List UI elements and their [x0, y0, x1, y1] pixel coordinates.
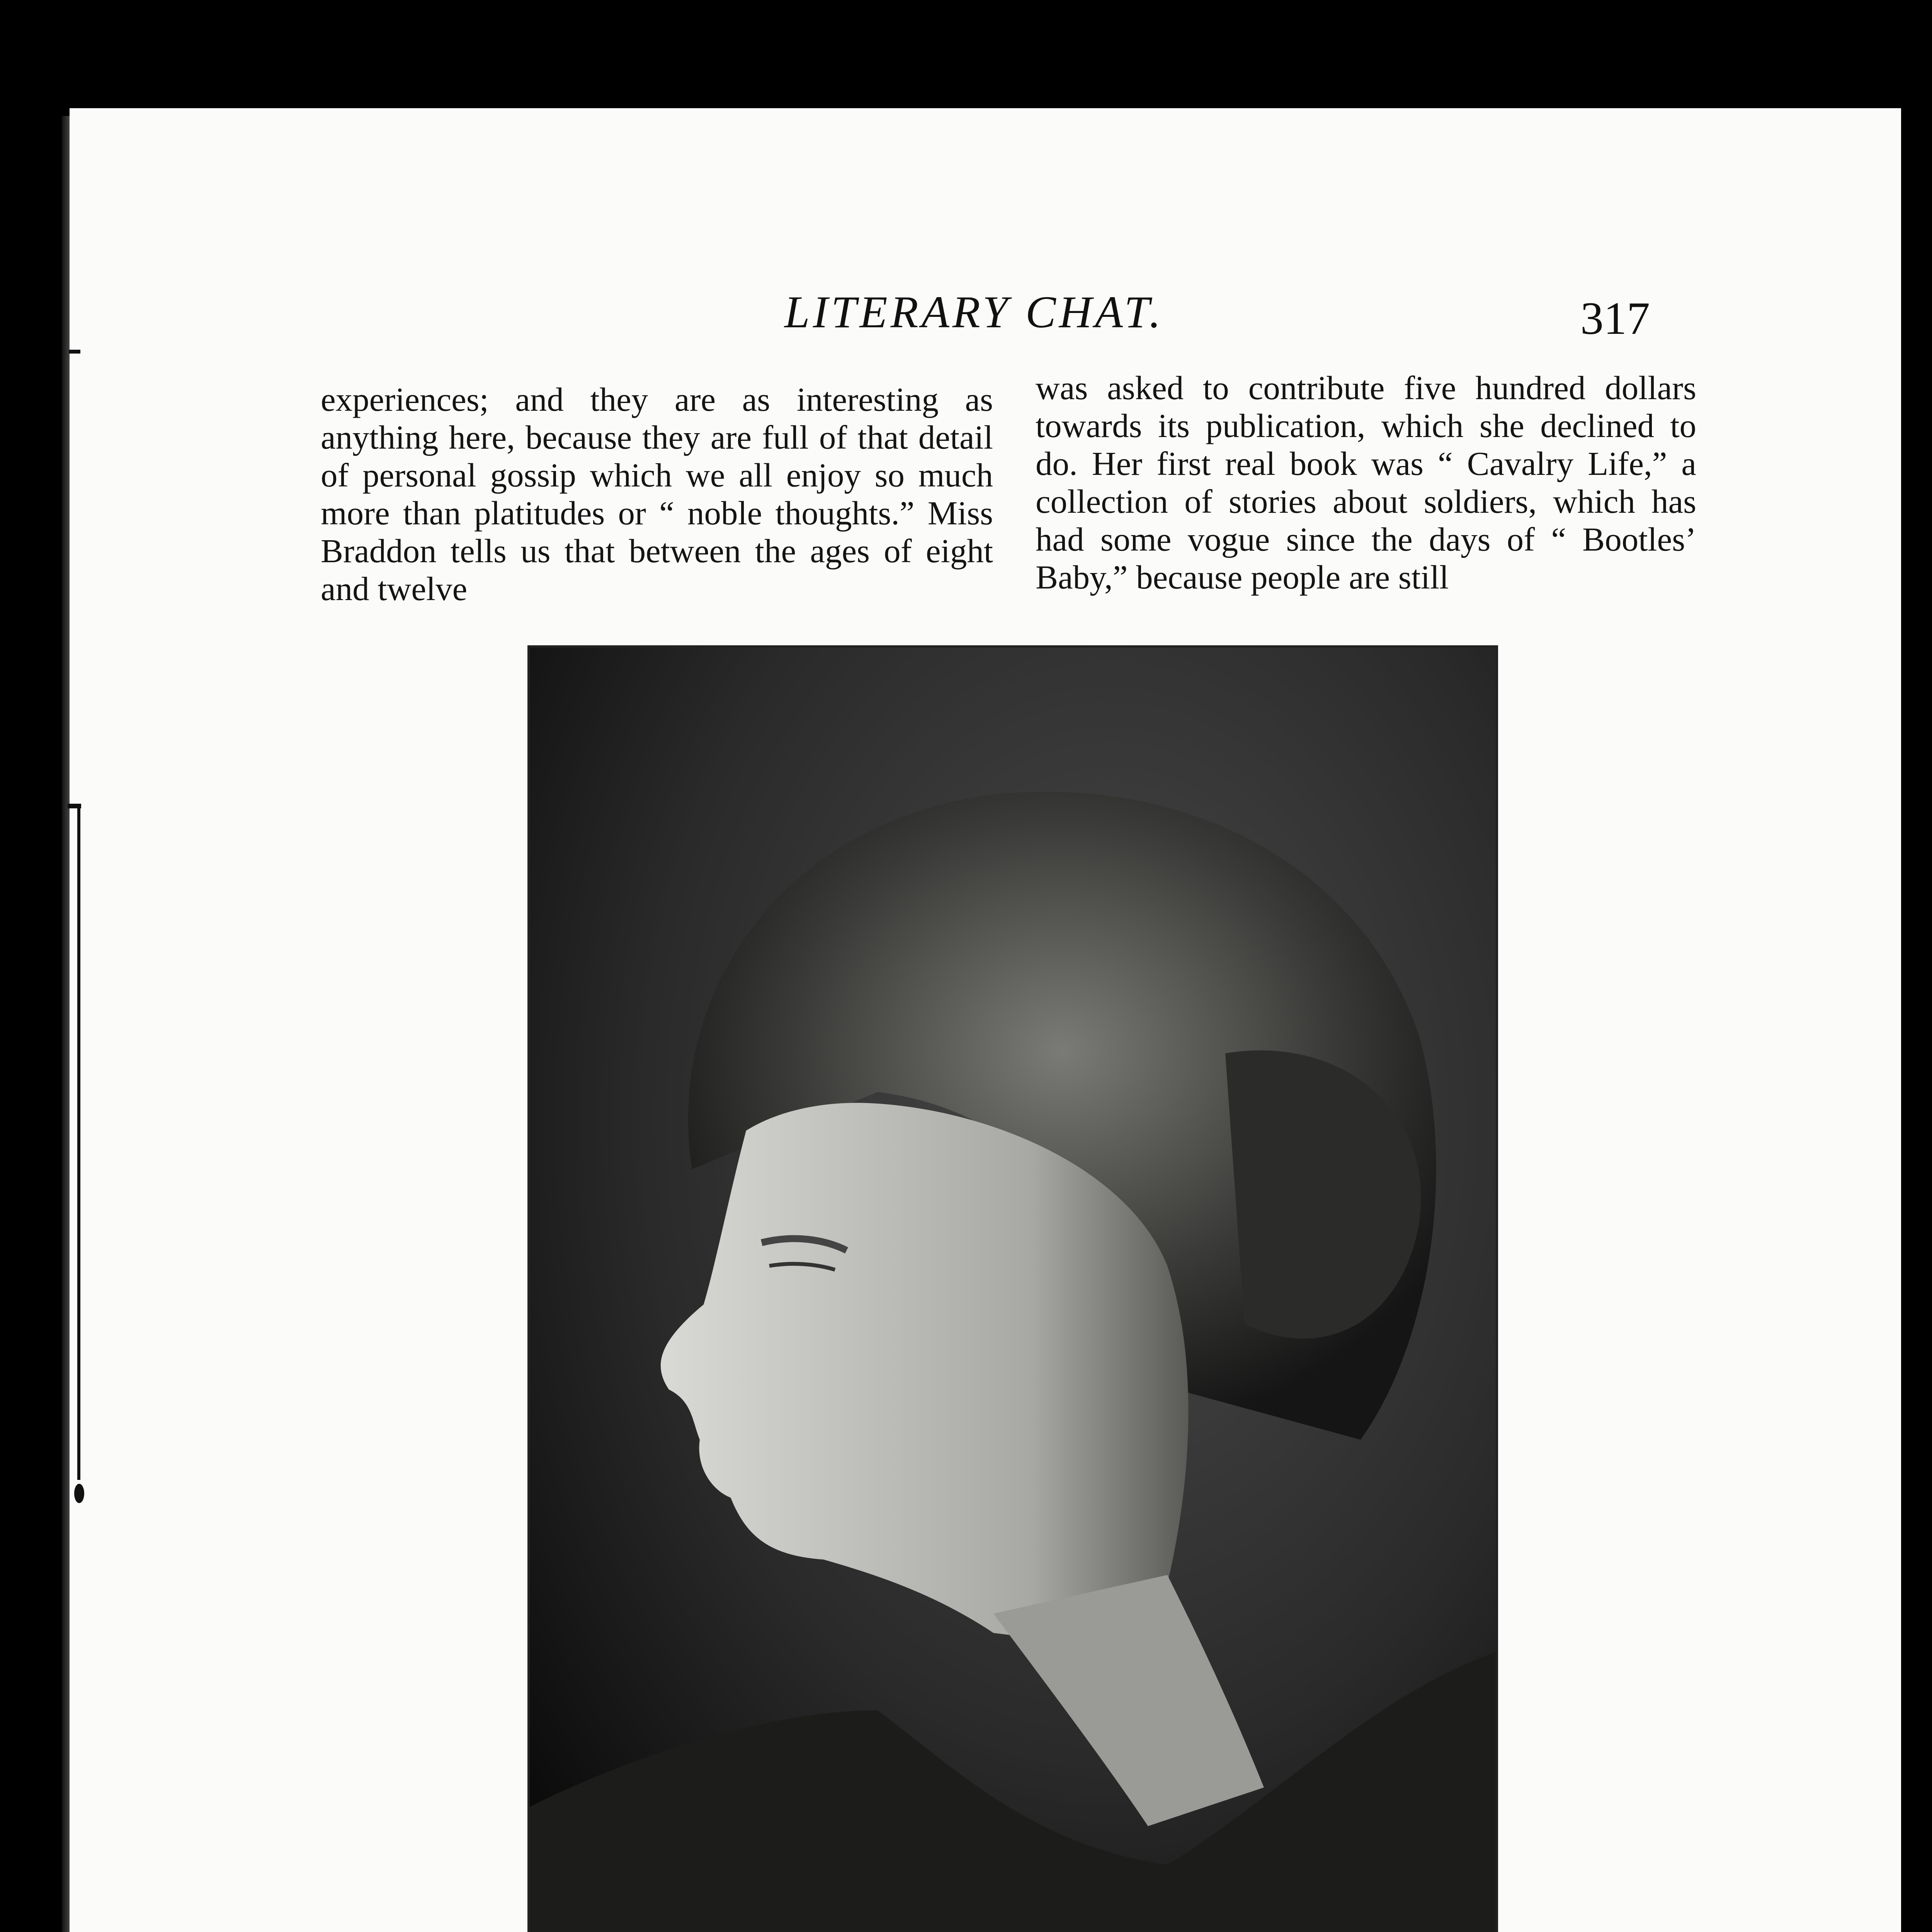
text-column-top-right: [1036, 369, 1696, 596]
page-number: 317: [1580, 293, 1650, 344]
paragraph: experiences; and they are as interesting as anything here, because they are full of that detail of personal gossip which we all enjoy so much more than platitudes or “ noble thoughts.” Miss Braddon tells us that between the ages of eight and twelve: [321, 381, 993, 607]
gutter-stitch-mark: [74, 1484, 84, 1503]
portrait-image: [530, 648, 1496, 1932]
portrait-photograph: [527, 645, 1498, 1932]
gutter-thread: [77, 808, 80, 1480]
gutter-stitch-mark: [69, 350, 80, 354]
paragraph: was asked to contribute five hundred dollars towards its publication, which she declined to do. Her first real book was “ Cavalry Life,” a collection of stories about soldiers, which has had some vogue since the days of “ Bootles’ Baby,” because people are still: [1036, 369, 1696, 596]
running-head: LITERARY CHAT.: [784, 287, 1164, 337]
text-column-top-left: [321, 381, 993, 608]
